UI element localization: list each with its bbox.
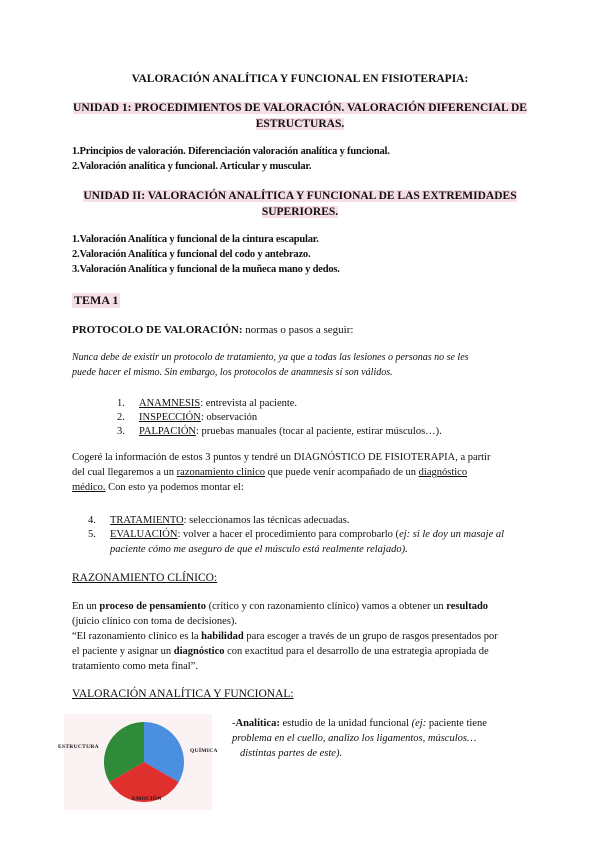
protocolo-label: PROTOCOLO DE VALORACIÓN:	[72, 324, 243, 336]
diagnosis-paragraph	[72, 450, 530, 495]
razonamiento-text: el paciente y asignar un	[72, 646, 174, 657]
unit1-list	[72, 144, 532, 174]
analitica-line	[232, 716, 532, 731]
razonamiento-line	[72, 599, 530, 614]
step-item	[88, 513, 548, 528]
unit1-item: 2.Valoración analítica y funcional. Articular y muscular.	[72, 161, 312, 172]
tema-heading: TEMA 1	[74, 293, 119, 307]
step-number: 5.	[88, 529, 96, 540]
unit1-line2: ESTRUCTURAS.	[255, 118, 345, 130]
razonamiento-bold: diagnóstico	[173, 646, 225, 657]
document-title: VALORACIÓN ANALÍTICA Y FUNCIONAL EN FISIOTERAPIA:	[131, 73, 469, 85]
unit2-line1: UNIDAD II: VALORACIÓN ANALÍTICA Y FUNCIONAL DE LAS EXTREMIDADES	[83, 190, 517, 202]
unit2-list	[72, 232, 532, 277]
analitica-line: problema en el cuello, analizo los ligamentos, músculos…	[232, 733, 477, 744]
step-text: : observación	[200, 412, 258, 423]
diagnosis-text: del cual llegaremos a un	[72, 467, 177, 478]
protocolo-text: normas o pasos a seguir:	[242, 324, 354, 336]
analitica-bold: Analítica:	[235, 718, 280, 729]
italic-note-line1: Nunca debe de existir un protocolo de tratamiento, ya que a todas las lesiones o personas no se les	[72, 352, 469, 363]
unit2-item: 2.Valoración Analítica y funcional del codo y antebrazo.	[72, 249, 311, 260]
unit2-line2: SUPERIORES.	[261, 206, 339, 218]
unit1-heading	[72, 100, 528, 132]
step-number: 4.	[88, 515, 96, 526]
protocolo-paragraph	[72, 323, 530, 338]
razonamiento-text: con exactitud para el desarrollo de una estrategia apropiada de	[224, 646, 489, 657]
unit2-item: 3.Valoración Analítica y funcional de la muñeca mano y dedos.	[72, 264, 340, 275]
unit2-heading	[72, 188, 528, 220]
valoracion-heading: VALORACIÓN ANALÍTICA Y FUNCIONAL:	[72, 688, 294, 700]
analitica-paragraph	[232, 716, 532, 761]
step-text: : seleccionamos las técnicas adecuadas.	[183, 515, 350, 526]
analitica-text: paciente tiene	[426, 718, 487, 729]
razonamiento-line	[72, 629, 530, 644]
diagnosis-line1: Cogeré la información de estos 3 puntos y tendré un DIAGNÓSTICO DE FISIOTERAPIA, a partir	[72, 452, 491, 463]
razonamiento-line	[72, 644, 530, 659]
diagnosis-line3	[72, 480, 530, 495]
step-text: : pruebas manuales (tocar al paciente, estirar músculos…).	[196, 426, 442, 437]
diagnosis-text: que puede venir acompañado de un	[265, 467, 419, 478]
step-italic: ej: si le doy un masaje al	[399, 529, 505, 540]
step-label: ANAMNESIS	[139, 398, 201, 409]
circle-figure	[52, 712, 222, 812]
step-item	[88, 527, 548, 557]
razonamiento-line: (juicio clínico con toma de decisiones).	[72, 616, 238, 627]
label-estructura: ESTRUCTURA	[58, 744, 99, 750]
analitica-italic: (ej:	[411, 718, 427, 729]
unit1-item: 1.Principios de valoración. Diferenciación valoración analítica y funcional.	[72, 146, 390, 157]
unit1-line1: UNIDAD 1: PROCEDIMIENTOS DE VALORACIÓN. VALORACIÓN DIFERENCIAL DE	[73, 102, 527, 114]
razonamiento-text: (crítico y con razonamiento clínico) vamos a obtener un	[205, 601, 447, 612]
italic-note-line2: puede hacer el mismo. Sin embargo, los protocolos de anamnesis sí son válidos.	[72, 367, 393, 378]
step-label: PALPACIÓN	[139, 426, 196, 437]
razonamiento-line: tratamiento como meta final”.	[72, 661, 198, 672]
razonamiento-text: para escoger a través de un grupo de rasgos presentados por	[243, 631, 498, 642]
step-item	[117, 396, 577, 411]
step-label: TRATAMIENTO	[110, 515, 184, 526]
step-number: 2.	[117, 412, 125, 423]
razonamiento-bold: proceso de pensamiento	[99, 601, 206, 612]
step-label: INSPECCIÓN	[139, 412, 201, 423]
step-number: 3.	[117, 426, 125, 437]
unit2-item: 1.Valoración Analítica y funcional de la cintura escapular.	[72, 234, 319, 245]
analitica-text: estudio de la unidad funcional	[279, 718, 412, 729]
diagnosis-text: Con esto ya podemos montar el:	[105, 482, 244, 493]
label-quimica: QUÍMICA	[190, 748, 218, 754]
step-italic: paciente cómo me aseguro de que el músculo está realmente relajado).	[110, 544, 408, 555]
diagnosis-underlined: diagnóstico	[418, 467, 468, 478]
razonamiento-text: En un	[72, 601, 100, 612]
analitica-text: -	[232, 718, 236, 729]
diagnosis-underlined: médico.	[72, 482, 106, 493]
step-item	[117, 424, 577, 439]
razonamiento-bold: resultado	[446, 601, 489, 612]
italic-note	[72, 350, 530, 380]
analitica-line: distintas partes de este).	[240, 748, 343, 759]
diagnosis-underlined: razonamiento clínico	[176, 467, 266, 478]
step-item	[117, 410, 577, 425]
razonamiento-paragraph	[72, 599, 530, 674]
label-emocion: EMOCIÓN	[132, 796, 162, 802]
razonamiento-heading: RAZONAMIENTO CLÍNICO:	[72, 572, 218, 584]
diagnosis-line2	[72, 465, 530, 480]
step-text: : entrevista al paciente.	[200, 398, 298, 409]
step-text: : volver a hacer el procedimiento para comprobarlo (	[177, 529, 400, 540]
razonamiento-text: “El razonamiento clínico es la	[72, 631, 202, 642]
step-label: EVALUACIÓN	[110, 529, 178, 540]
step-number: 1.	[117, 398, 125, 409]
razonamiento-bold: habilidad	[201, 631, 244, 642]
